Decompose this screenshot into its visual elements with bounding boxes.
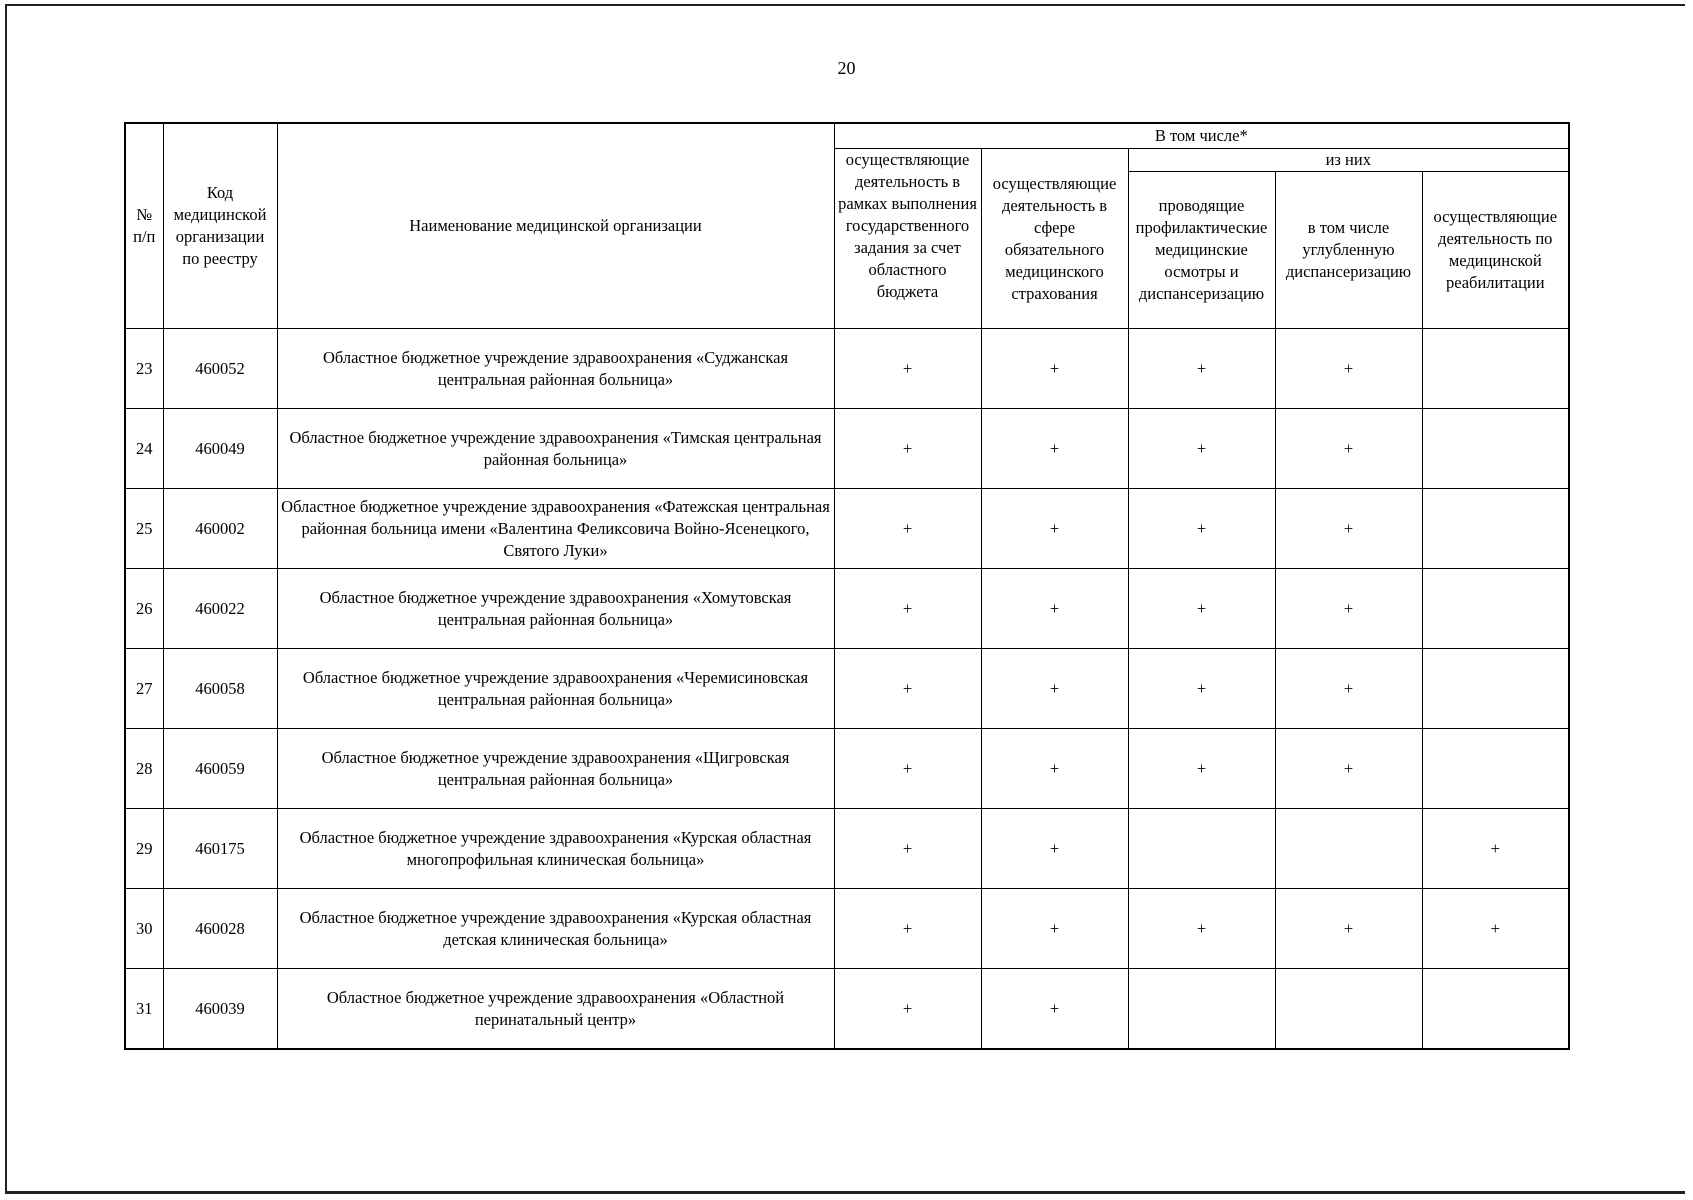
row-mark: + bbox=[1275, 489, 1422, 569]
header-name: Наименование медицинской организации bbox=[277, 123, 834, 329]
row-mark: + bbox=[981, 329, 1128, 409]
table-row bbox=[125, 889, 1569, 969]
row-mark bbox=[1422, 569, 1569, 649]
table-row bbox=[125, 729, 1569, 809]
header-including: В том числе* bbox=[834, 123, 1569, 149]
row-mark bbox=[1422, 729, 1569, 809]
row-mark: + bbox=[1128, 329, 1275, 409]
row-mark bbox=[1128, 809, 1275, 889]
row-num: 23 bbox=[125, 329, 163, 409]
row-num: 25 bbox=[125, 489, 163, 569]
row-code: 460052 bbox=[163, 329, 277, 409]
row-num: 30 bbox=[125, 889, 163, 969]
row-mark: + bbox=[1128, 889, 1275, 969]
row-mark: + bbox=[1128, 569, 1275, 649]
row-mark: + bbox=[981, 489, 1128, 569]
row-mark bbox=[1422, 409, 1569, 489]
row-mark: + bbox=[834, 329, 981, 409]
header-checkups: проводящие профилактические медицинские осмотры и диспансеризацию bbox=[1128, 172, 1275, 329]
row-name: Областное бюджетное учреждение здравоохранения «Областной перинатальный центр» bbox=[277, 969, 834, 1050]
row-name: Областное бюджетное учреждение здравоохранения «Хомутовская центральная районная больница» bbox=[277, 569, 834, 649]
row-mark: + bbox=[1275, 649, 1422, 729]
table-row bbox=[125, 809, 1569, 889]
table-row bbox=[125, 969, 1569, 1050]
row-name: Областное бюджетное учреждение здравоохранения «Черемисиновская центральная районная больница» bbox=[277, 649, 834, 729]
row-mark: + bbox=[834, 649, 981, 729]
row-mark: + bbox=[834, 809, 981, 889]
row-code: 460028 bbox=[163, 889, 277, 969]
row-name: Областное бюджетное учреждение здравоохранения «Щигровская центральная районная больница» bbox=[277, 729, 834, 809]
row-num: 27 bbox=[125, 649, 163, 729]
table-row bbox=[125, 569, 1569, 649]
row-mark: + bbox=[834, 569, 981, 649]
header-deep-checkups: в том числе углубленную диспансеризацию bbox=[1275, 172, 1422, 329]
row-mark: + bbox=[981, 569, 1128, 649]
row-mark: + bbox=[1422, 889, 1569, 969]
page-number: 20 bbox=[837, 58, 856, 78]
header-of-them: из них bbox=[1128, 149, 1569, 172]
row-mark: + bbox=[1275, 729, 1422, 809]
row-mark: + bbox=[1275, 409, 1422, 489]
row-mark: + bbox=[981, 889, 1128, 969]
row-mark: + bbox=[834, 489, 981, 569]
row-mark: + bbox=[1128, 489, 1275, 569]
row-mark bbox=[1422, 649, 1569, 729]
row-mark bbox=[1275, 969, 1422, 1050]
row-mark: + bbox=[981, 809, 1128, 889]
row-code: 460058 bbox=[163, 649, 277, 729]
row-mark: + bbox=[1275, 569, 1422, 649]
row-mark bbox=[1422, 969, 1569, 1050]
row-mark bbox=[1422, 489, 1569, 569]
row-mark: + bbox=[834, 969, 981, 1050]
row-name: Областное бюджетное учреждение здравоохранения «Фатежская центральная районная больница имени «Валентина Феликсовича Войно-Ясенецкого, Святого Луки» bbox=[277, 489, 834, 569]
row-mark bbox=[1422, 329, 1569, 409]
organizations-table bbox=[124, 122, 1570, 1050]
table-row bbox=[125, 489, 1569, 569]
row-num: 26 bbox=[125, 569, 163, 649]
row-mark: + bbox=[981, 969, 1128, 1050]
header-rehab: осуществляющие деятельность по медицинской реабилитации bbox=[1422, 172, 1569, 329]
row-code: 460002 bbox=[163, 489, 277, 569]
row-mark: + bbox=[1422, 809, 1569, 889]
row-mark: + bbox=[981, 409, 1128, 489]
row-code: 460059 bbox=[163, 729, 277, 809]
header-oms: осуществляющие деятельность в сфере обязательного медицинского страхования bbox=[981, 149, 1128, 329]
header-num: № п/п bbox=[125, 123, 163, 329]
table-row bbox=[125, 329, 1569, 409]
row-name: Областное бюджетное учреждение здравоохранения «Суджанская центральная районная больница» bbox=[277, 329, 834, 409]
row-mark: + bbox=[981, 729, 1128, 809]
row-mark: + bbox=[1275, 329, 1422, 409]
table-row bbox=[125, 649, 1569, 729]
row-mark: + bbox=[834, 889, 981, 969]
row-mark: + bbox=[981, 649, 1128, 729]
row-name: Областное бюджетное учреждение здравоохранения «Курская областная детская клиническая больница» bbox=[277, 889, 834, 969]
header-code: Код медицинской организации по реестру bbox=[163, 123, 277, 329]
row-num: 24 bbox=[125, 409, 163, 489]
row-mark bbox=[1128, 969, 1275, 1050]
row-mark: + bbox=[834, 729, 981, 809]
row-mark: + bbox=[1275, 889, 1422, 969]
row-num: 31 bbox=[125, 969, 163, 1050]
row-mark: + bbox=[834, 409, 981, 489]
header-regional-budget: осуществляющие деятельность в рамках выполнения государственного задания за счет областного бюджета bbox=[834, 149, 981, 329]
row-num: 29 bbox=[125, 809, 163, 889]
row-code: 460039 bbox=[163, 969, 277, 1050]
row-mark: + bbox=[1128, 649, 1275, 729]
row-name: Областное бюджетное учреждение здравоохранения «Курская областная многопрофильная клиническая больница» bbox=[277, 809, 834, 889]
row-code: 460175 bbox=[163, 809, 277, 889]
row-mark bbox=[1275, 809, 1422, 889]
row-num: 28 bbox=[125, 729, 163, 809]
row-mark: + bbox=[1128, 409, 1275, 489]
table-row bbox=[125, 409, 1569, 489]
row-code: 460022 bbox=[163, 569, 277, 649]
row-code: 460049 bbox=[163, 409, 277, 489]
row-mark: + bbox=[1128, 729, 1275, 809]
row-name: Областное бюджетное учреждение здравоохранения «Тимская центральная районная больница» bbox=[277, 409, 834, 489]
